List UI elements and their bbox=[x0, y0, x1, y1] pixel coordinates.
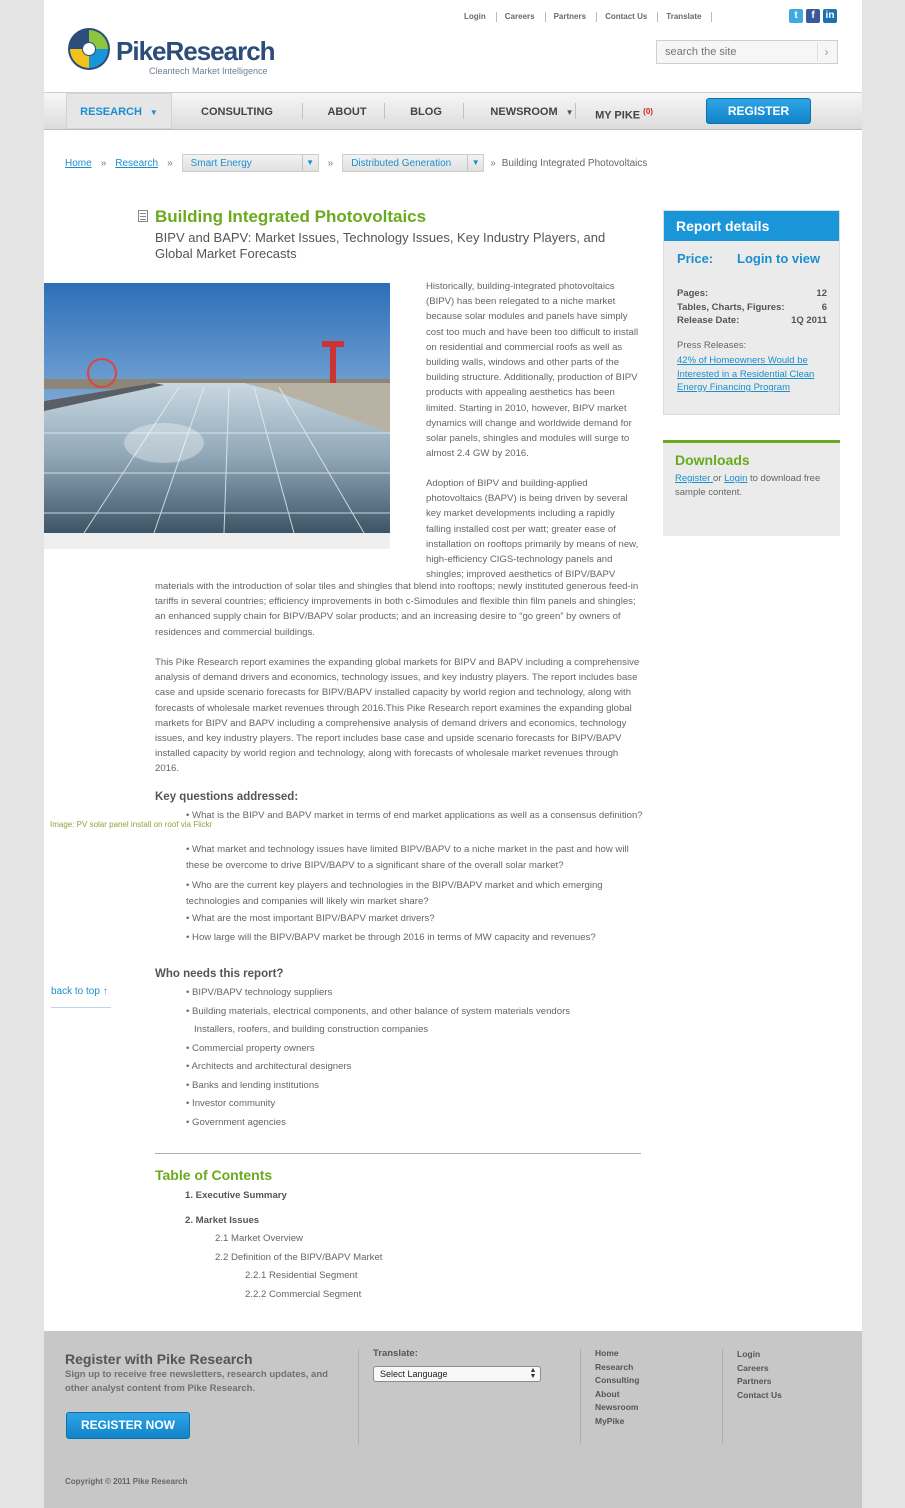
who-needs-heading: Who needs this report? bbox=[155, 968, 284, 980]
top-link-contact[interactable]: Contact Us bbox=[597, 12, 658, 22]
chevron-down-icon: ▼ bbox=[565, 108, 574, 117]
toc-item[interactable]: 2.2.2 Commercial Segment bbox=[245, 1289, 362, 1300]
pike-research-logo[interactable] bbox=[66, 26, 296, 78]
page-subtitle: BIPV and BAPV: Market Issues, Technology Issues, Key Industry Players, and Global Market Forecasts bbox=[155, 230, 606, 261]
nav-blog[interactable]: BLOG bbox=[410, 106, 442, 118]
breadcrumb-research[interactable]: Research bbox=[115, 157, 159, 169]
toc-heading: Table of Contents bbox=[155, 1167, 273, 1183]
intro-paragraph: Historically, building-integrated photovoltaics (BIPV) has been relegated to a niche market because solar modules and panels have simply cost too much and have been too difficult to install on residential and commercial roofs as well as building walls, windows and other parts of the building structure. Additionally, production of BIPV products with appealing aesthetics has been limited. Starting in 2010, however, BIPV market dynamics will change and worldwide demand for solar panels, shingles and modules will surge to almost 2.4 GW by 2016. bbox=[426, 281, 639, 460]
breadcrumb-current: Building Integrated Photovoltaics bbox=[501, 157, 648, 169]
list-item: • Government agencies bbox=[186, 1117, 286, 1128]
breadcrumb-separator: » bbox=[167, 157, 173, 169]
footer-link-contact[interactable]: Contact Us bbox=[737, 1389, 782, 1400]
footer-link-mypike[interactable]: MyPike bbox=[595, 1415, 625, 1426]
downloads-or: or bbox=[713, 473, 725, 484]
logo-swirl-icon bbox=[66, 26, 112, 72]
register-now-button[interactable]: REGISTER NOW bbox=[66, 1412, 190, 1439]
document-icon bbox=[138, 210, 148, 222]
stat-pages bbox=[677, 287, 827, 301]
section-divider bbox=[155, 1153, 641, 1154]
search-go-icon[interactable]: › bbox=[817, 43, 835, 61]
list-item: • Commercial property owners bbox=[186, 1043, 315, 1054]
drivers-paragraph: Adoption of BIPV and building-applied photovoltaics (BAPV) is being driven by several key market developments including a rapidly falling installed cost per watt; greater ease of installation on rooftops primarily by means of new, high-efficiency CIGS-technology panels and shingles; improved aesthetics of BIPV/BAPV bbox=[426, 478, 639, 581]
nav-research-label: RESEARCH bbox=[80, 106, 142, 118]
breadcrumb-separator: » bbox=[490, 157, 496, 169]
nav-divider bbox=[302, 103, 303, 119]
logo-wordmark: PikeResearch bbox=[116, 36, 275, 66]
price-login-link[interactable]: Login to view bbox=[737, 251, 821, 266]
list-item: • Who are the current key players and technologies in the BIPV/BAPV market and which emerging technologies and companies will likely win market share? bbox=[186, 880, 603, 907]
translate-label: Translate: bbox=[373, 1348, 418, 1359]
toc-item[interactable]: 2.2 Definition of the BIPV/BAPV Market bbox=[215, 1252, 383, 1263]
footer-divider bbox=[358, 1349, 359, 1444]
list-item: • How large will the BIPV/BAPV market be through 2016 in terms of MW capacity and revenues? bbox=[186, 932, 596, 943]
scope-paragraph: This Pike Research report examines the expanding global markets for BIPV and BAPV including a comprehensive analysis of demand drivers and economics, technology issues, and key industry players. The report includes base case and upside scenario forecasts for BIPV/BAPV installed capacity by world region and technology, along with forecasts of wholesale market revenues through 2016.This Pike Research report examines the expanding global markets for BIPV and BAPV including a comprehensive analysis of demand drivers and economics, technology issues, and key industry players. The report includes base case and upside scenario forecasts for BIPV/BAPV installed capacity by world region and technology, along with forecasts of wholesale market revenues through 2016. bbox=[155, 657, 640, 775]
downloads-heading: Downloads bbox=[675, 452, 750, 468]
dropdown-label: Distributed Generation bbox=[351, 157, 452, 169]
list-item: • What market and technology issues have limited BIPV/BAPV to a niche market in the past and how will these be overcome to drive BIPV/BAPV to a significant share of the overall solar market? bbox=[186, 844, 629, 871]
footer-links-main bbox=[595, 1347, 639, 1428]
nav-my-pike-label: MY PIKE bbox=[595, 109, 641, 122]
select-arrows-icon: ▲ ▼ bbox=[529, 1367, 537, 1380]
press-release-link[interactable]: 42% of Homeowners Would be Interested in a Residential Clean Energy Financing Program bbox=[677, 355, 815, 393]
main-nav bbox=[44, 92, 862, 130]
footer-register-heading: Register with Pike Research bbox=[65, 1351, 253, 1367]
footer-link-login[interactable]: Login bbox=[737, 1349, 761, 1359]
stat-label: Pages: bbox=[677, 288, 709, 299]
stat-value: 1Q 2011 bbox=[791, 315, 827, 326]
nav-research[interactable] bbox=[66, 93, 172, 129]
image-caption: Image: PV solar panel install on roof via Flickr bbox=[50, 820, 213, 829]
list-item: • Architects and architectural designers bbox=[186, 1061, 352, 1072]
nav-consulting[interactable]: CONSULTING bbox=[201, 106, 273, 118]
price-label: Price: bbox=[677, 251, 714, 266]
page-title: Building Integrated Photovoltaics bbox=[155, 207, 427, 226]
breadcrumb-dropdown-smart-energy[interactable] bbox=[182, 154, 319, 172]
top-link-login[interactable]: Login bbox=[454, 12, 497, 22]
list-item: Installers, roofers, and building construction companies bbox=[194, 1024, 429, 1035]
stat-release-date bbox=[677, 314, 827, 328]
list-item: • Building materials, electrical components, and other balance of system materials vendors bbox=[186, 1006, 571, 1017]
footer-link-about[interactable]: About bbox=[595, 1388, 620, 1399]
toc-item[interactable]: 1. Executive Summary bbox=[185, 1190, 287, 1201]
page bbox=[44, 0, 862, 1508]
stat-figures bbox=[677, 301, 827, 315]
footer-link-newsroom[interactable]: Newsroom bbox=[595, 1402, 639, 1412]
nav-divider bbox=[384, 103, 385, 119]
chevron-down-icon: ▼ bbox=[302, 155, 318, 171]
report-details-heading: Report details bbox=[664, 211, 839, 241]
stat-label: Tables, Charts, Figures: bbox=[677, 301, 785, 313]
social-icons bbox=[789, 9, 837, 23]
stat-label: Release Date: bbox=[677, 315, 740, 326]
dropdown-label: Smart Energy bbox=[190, 157, 252, 169]
breadcrumb bbox=[65, 153, 647, 173]
downloads-box bbox=[663, 440, 840, 536]
language-select-value: Select Language bbox=[380, 1369, 448, 1379]
footer-link-partners[interactable]: Partners bbox=[737, 1376, 772, 1386]
nav-my-pike[interactable] bbox=[590, 93, 658, 129]
stat-value: 12 bbox=[816, 288, 827, 299]
footer bbox=[44, 1331, 862, 1508]
search-input[interactable] bbox=[657, 41, 807, 63]
toc-item[interactable]: 2.2.1 Residential Segment bbox=[245, 1270, 358, 1281]
breadcrumb-home[interactable]: Home bbox=[65, 157, 92, 169]
key-questions-heading: Key questions addressed: bbox=[155, 791, 299, 803]
downloads-text bbox=[663, 468, 840, 500]
footer-link-home[interactable]: Home bbox=[595, 1348, 619, 1358]
list-item: • Banks and lending institutions bbox=[186, 1080, 319, 1091]
list-item: • Investor community bbox=[186, 1098, 276, 1109]
downloads-login-link[interactable]: Login bbox=[724, 473, 748, 484]
register-button[interactable]: REGISTER bbox=[706, 98, 811, 124]
report-details-box bbox=[663, 210, 840, 415]
footer-divider bbox=[722, 1349, 723, 1444]
logo-tagline: Cleantech Market Intelligence bbox=[149, 66, 268, 76]
toc-item[interactable]: 2. Market Issues bbox=[185, 1215, 260, 1226]
list-item: • What are the most important BIPV/BAPV market drivers? bbox=[186, 913, 435, 924]
footer-divider bbox=[580, 1349, 581, 1444]
breadcrumb-dropdown-distributed-generation[interactable] bbox=[342, 154, 484, 172]
back-to-top-link[interactable]: back to top ↑ bbox=[51, 986, 111, 1008]
list-item: • What is the BIPV and BAPV market in terms of end market applications as well as a consensus definition? bbox=[186, 810, 643, 821]
twitter-icon[interactable]: t bbox=[789, 9, 803, 23]
breadcrumb-separator: » bbox=[100, 157, 107, 169]
chevron-down-icon: ▼ bbox=[149, 108, 158, 117]
footer-links-secondary bbox=[737, 1348, 782, 1402]
chevron-down-icon: ▼ bbox=[467, 155, 483, 171]
breadcrumb-separator: » bbox=[327, 157, 334, 169]
footer-link-consulting[interactable]: Consulting bbox=[595, 1375, 640, 1385]
linkedin-icon[interactable]: in bbox=[823, 9, 837, 23]
solar-roof-photo bbox=[44, 283, 390, 533]
list-item: • BIPV/BAPV technology suppliers bbox=[186, 987, 333, 998]
top-link-translate[interactable]: Translate bbox=[658, 12, 712, 22]
my-pike-count: (0) bbox=[643, 107, 653, 116]
press-releases-label: Press Releases: bbox=[677, 340, 747, 351]
nav-about[interactable]: ABOUT bbox=[327, 106, 367, 118]
stat-value: 6 bbox=[821, 301, 827, 313]
nav-divider bbox=[575, 103, 576, 119]
footer-register-text: Sign up to receive free newsletters, research updates, and other analyst content from Pike Research. bbox=[65, 1369, 328, 1394]
site-search bbox=[656, 40, 838, 64]
nav-divider bbox=[463, 103, 464, 119]
top-link-partners[interactable]: Partners bbox=[546, 12, 597, 22]
copyright: Copyright © 2011 Pike Research bbox=[65, 1477, 188, 1486]
footer-link-careers[interactable]: Careers bbox=[737, 1362, 769, 1373]
language-select[interactable] bbox=[373, 1366, 541, 1382]
top-links bbox=[454, 12, 712, 22]
toc-item[interactable]: 2.1 Market Overview bbox=[215, 1233, 303, 1244]
downloads-register-link[interactable]: Register bbox=[675, 473, 714, 484]
nav-newsroom[interactable] bbox=[482, 93, 582, 129]
drivers-paragraph-cont: materials with the introduction of solar tiles and shingles that blend into rooftops; newly instituted generous feed-in tariffs in several countries; efficiency improvements in both c-Simodules and flexible thin film panels and shingles; an enhanced supply chain for BIPV/BAPV solar products; and an increasing desire to “go green” by owners of residences and commercial buildings. bbox=[155, 581, 639, 638]
nav-newsroom-label: NEWSROOM bbox=[490, 106, 558, 118]
downloads-desc: to download free sample content. bbox=[675, 473, 821, 498]
facebook-icon[interactable]: f bbox=[806, 9, 820, 23]
footer-link-research[interactable]: Research bbox=[595, 1361, 634, 1372]
top-link-careers[interactable]: Careers bbox=[497, 12, 546, 22]
report-stats bbox=[677, 287, 827, 328]
